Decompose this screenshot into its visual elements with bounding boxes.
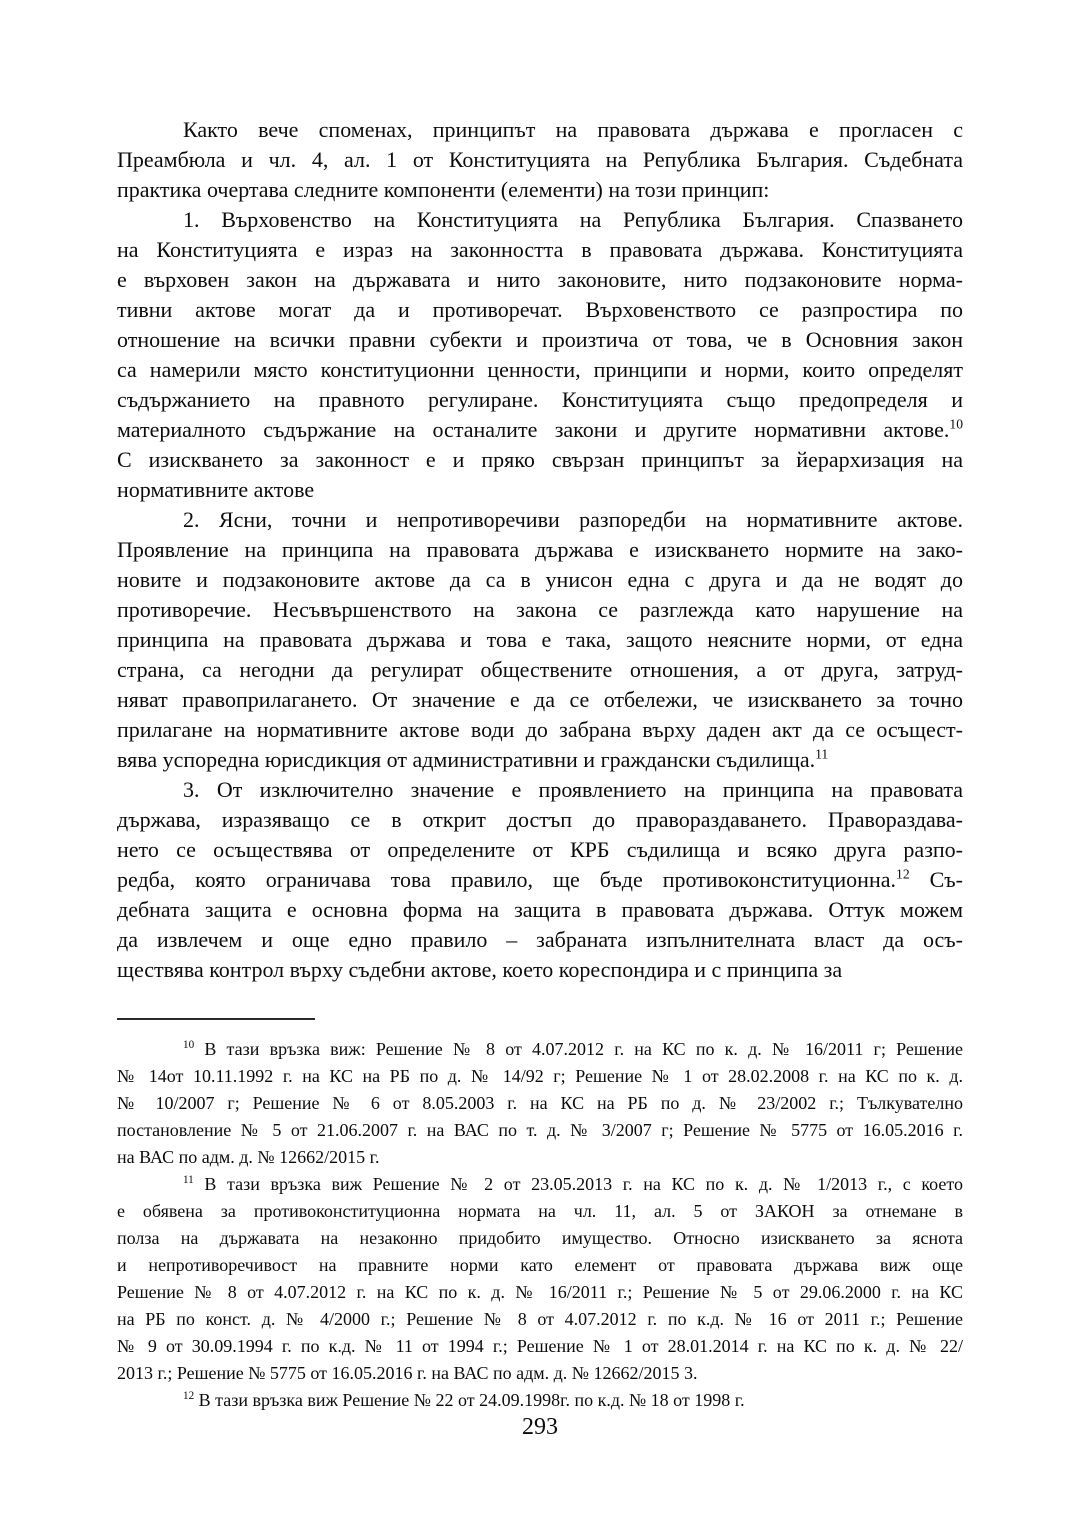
body-text-line: нето се осъществява от определените от КРБ съдилища и всяко друга разпо- (117, 837, 963, 862)
footnote-text-line: е обявена за противоконституционна нормата на чл. 11, ал. 5 от ЗАКОН за отнемане в (117, 1201, 963, 1221)
body-text-line: тивни актове могат да и противоречат. Върховенството се разпростира по (117, 297, 963, 322)
footnote-ref: 10 (949, 416, 963, 432)
body-text-line: Преамбюла и чл. 4, ал. 1 от Конституцията на Република България. Съдебната (117, 147, 963, 172)
page-number: 293 (522, 1414, 558, 1440)
body-text-line: редба, която ограничава това правило, ще бъде противоконституционна.$^{12}$ Съ- (117, 866, 963, 892)
body-text-block (117, 115, 963, 985)
footnote-text-line: полза на държавата на незаконно придобито имущество. Относно изискването за яснота (117, 1228, 963, 1248)
footnote-text-line: и непротиворечивост на правните норми като елемент от правовата държава виж още (117, 1255, 963, 1275)
footnote-marker: 10 (183, 1039, 195, 1051)
body-text-line: Както вече споменах, принципът на правовата държава е прогласен с (183, 117, 963, 142)
footnote-ref: 12 (896, 866, 910, 882)
body-paragraph (117, 115, 963, 205)
body-text-line: съдържанието на правното регулиране. Конституцията също предопределя и (117, 387, 963, 412)
body-text-line: да извлечем и още едно правило – забраната изпълнителната власт да осъ- (117, 927, 963, 952)
body-text-line: държава, изразяващо се в открит достъп до правораздаването. Правораздава- (117, 807, 963, 832)
footnote (117, 1387, 963, 1414)
footnote-block (117, 1036, 963, 1414)
body-text-line: на Конституцията е израз на законността в правовата държава. Конституцията (117, 237, 963, 262)
footnote-text-line: № 10/2007 г; Решение № 6 от 8.05.2003 г. на КС на РБ по д. № 23/2002 г.; Тълкувателно (117, 1093, 963, 1113)
body-text-line: няват правоприлагането. От значение е да се отбележи, че изискването за точно (117, 687, 963, 712)
footnote-marker: 11 (183, 1174, 194, 1186)
body-text-line: са намерили място конституционни ценности, принципи и норми, които определят (117, 357, 963, 382)
footnote-ref: 11 (815, 746, 829, 762)
body-text-line: вява успоредна юрисдикция от административни и граждански съдилища.$^{11}$ (117, 746, 829, 772)
body-text-line: 2. Ясни, точни и непротиворечиви разпоредби на нормативните актове. (183, 507, 963, 532)
body-text-line: 3. От изключително значение е проявлението на принципа на правовата (183, 777, 963, 802)
footnote-text-line: 2013 г.; Решение № 5775 от 16.05.2016 г. на ВАС по адм. д. № 12662/2015 3. (117, 1363, 698, 1383)
body-text-line: дебната защита е основна форма на защита в правовата държава. Оттук можем (117, 897, 963, 922)
footnote-text-line: Решение № 8 от 4.07.2012 г. на КС по к. д. № 16/2011 г.; Решение № 5 от 29.06.2000 г. на КС (117, 1282, 963, 1302)
body-text-line: материалното съдържание на останалите закони и другите нормативни актове.$^{10}$ (117, 416, 963, 442)
body-text-line: е върховен закон на държавата и нито законовите, нито подзаконовите норма- (117, 267, 963, 292)
footnote-text-line: $^{11}$ В тази връзка виж Решение № 2 от 23.05.2013 г. на КС по к. д. № 1/2013 г., с което (183, 1174, 963, 1194)
body-text-line: практика очертава следните компоненти (елементи) на този принцип: (117, 177, 770, 202)
body-text-line: 1. Върховенство на Конституцията на Република България. Спазването (183, 207, 963, 232)
footnote-text-line: $^{10}$ В тази връзка виж: Решение № 8 от 4.07.2012 г. на КС по к. д. № 16/2011 г; Решение (183, 1039, 963, 1059)
footnote (117, 1036, 963, 1171)
footnote-text-line: $^{12}$ В тази връзка виж Решение № 22 от 24.09.1998г. по к.д. № 18 от 1998 г. (183, 1390, 745, 1410)
body-paragraph (117, 205, 963, 505)
body-text-line: новите и подзаконовите актове да са в унисон една с друга и да не водят до (117, 567, 963, 592)
footnote-marker: 12 (183, 1390, 195, 1402)
body-text-line: Проявление на принципа на правовата държава е изискването нормите на зако- (117, 537, 963, 562)
footnote-separator (117, 1018, 315, 1020)
body-text-line: принципа на правовата държава и това е така, защото неясните норми, от една (117, 627, 963, 652)
body-text-line: ществява контрол върху съдебни актове, което кореспондира и с принципа за (117, 957, 843, 982)
footnote-text-line: на РБ по конст. д. № 4/2000 г.; Решение № 8 от 4.07.2012 г. по к.д. № 16 от 2011 г.; Решение (117, 1309, 963, 1329)
footnote-text-line: № 14от 10.11.1992 г. на КС на РБ по д. № 14/92 г; Решение № 1 от 28.02.2008 г. на КС по к. д. (117, 1066, 963, 1086)
body-text-line: С изискването за законност е и пряко свързан принципът за йерархизация на (117, 447, 963, 472)
body-text-line: противоречие. Несъвършенството на закона се разглежда като нарушение на (117, 597, 963, 622)
body-paragraph (117, 505, 963, 775)
body-text-line: нормативните актове (117, 477, 315, 502)
footnote-text-line: постановление № 5 от 21.06.2007 г. на ВАС по т. д. № 3/2007 г; Решение № 5775 от 16.05.2016 г. (117, 1120, 963, 1140)
footnote-text-line: № 9 от 30.09.1994 г. по к.д. № 11 от 1994 г.; Решение № 1 от 28.01.2014 г. на КС по к. д. № 22/ (117, 1336, 963, 1356)
body-text-line: отношение на всички правни субекти и произтича от това, че в Основния закон (117, 327, 963, 352)
body-paragraph (117, 775, 963, 985)
footnote (117, 1171, 963, 1387)
footnote-text-line: на ВАС по адм. д. № 12662/2015 г. (117, 1147, 380, 1167)
body-text-line: страна, са негодни да регулират обществените отношения, а от друга, затруд- (117, 657, 963, 682)
body-text-line: прилагане на нормативните актове води до забрана върху даден акт да се осъщест- (117, 717, 963, 742)
